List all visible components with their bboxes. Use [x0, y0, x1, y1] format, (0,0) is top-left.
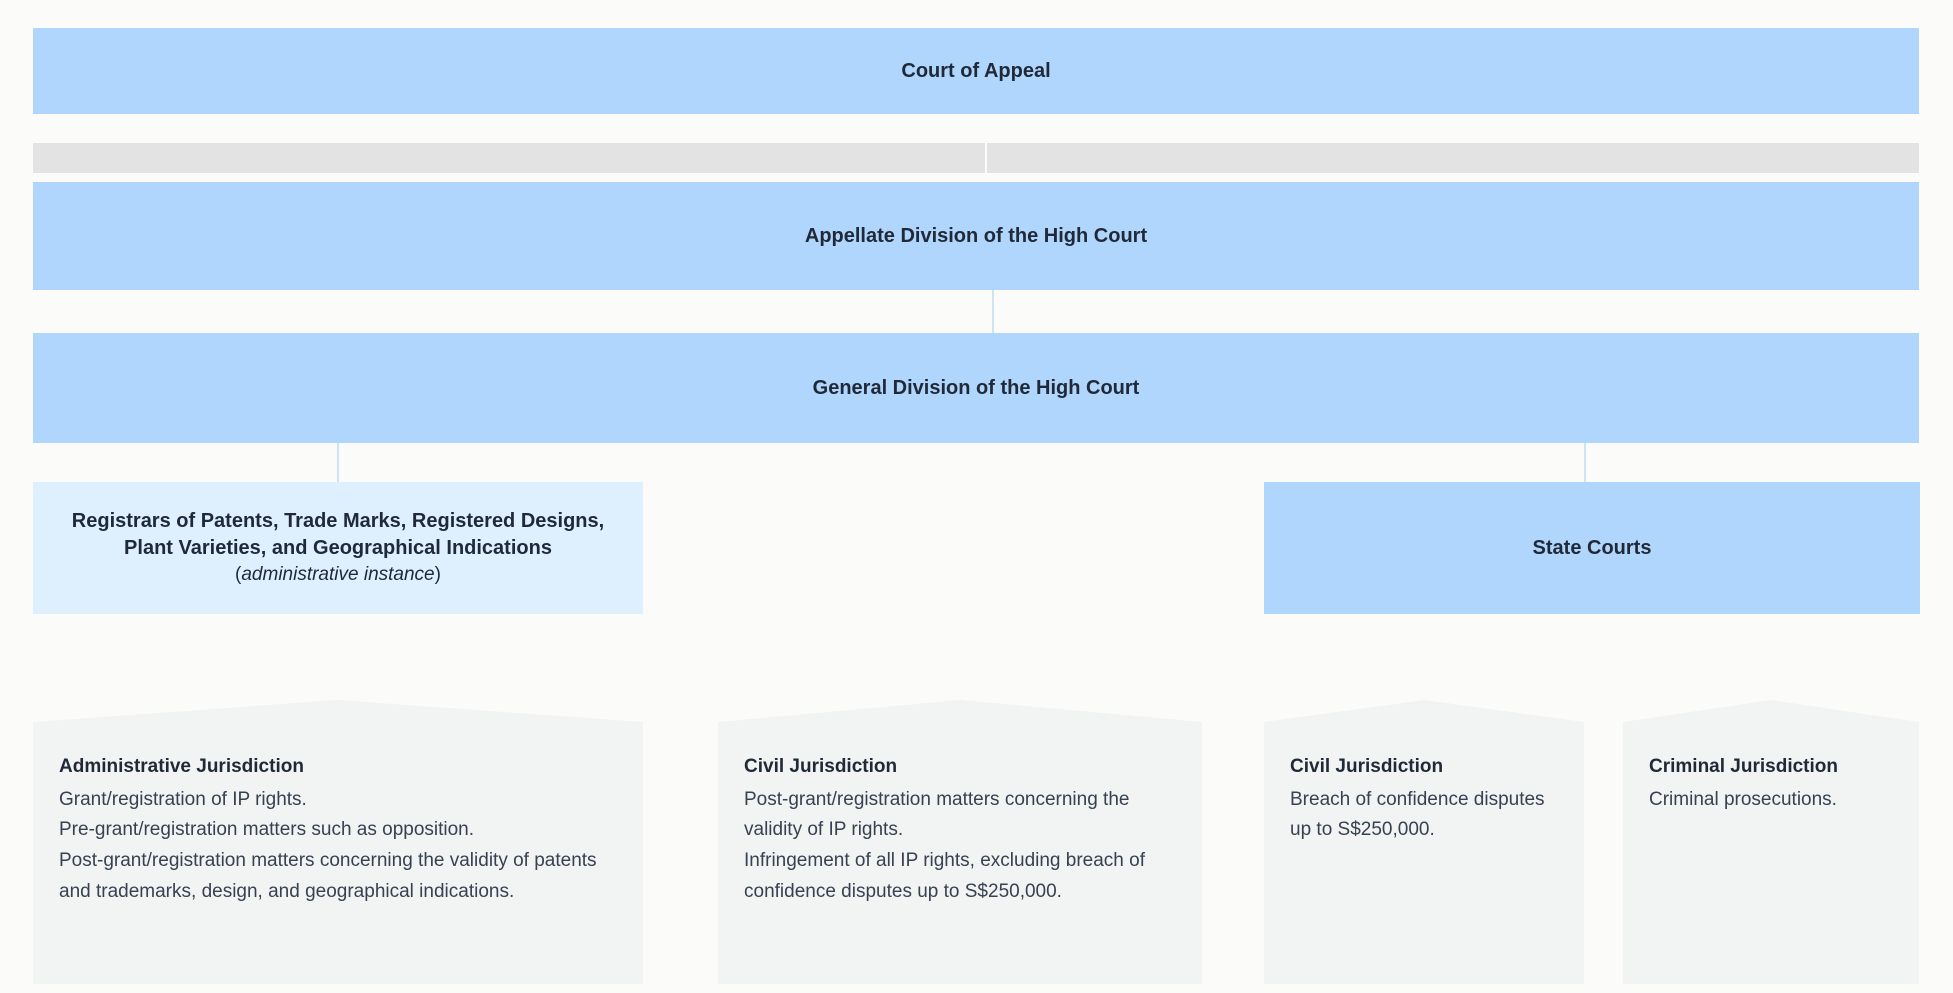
court-label-court-of-appeal: Court of Appeal	[901, 59, 1051, 82]
court-box-state-courts	[1264, 482, 1920, 614]
court-box-court-of-appeal	[33, 28, 1919, 114]
jurisdiction-card-civil-high-court	[718, 700, 1202, 984]
connector-appellate-to-general	[992, 290, 994, 333]
jurisdiction-line: Post-grant/registration matters concerning the validity of IP rights.	[744, 788, 1130, 841]
connector-general-to-registrars	[337, 443, 339, 482]
registrars-paren-close: )	[434, 564, 441, 586]
registrars-paren-open: (	[235, 564, 242, 586]
jurisdiction-title: Administrative Jurisdiction	[59, 756, 304, 777]
jurisdiction-line: Grant/registration of IP rights.	[59, 788, 307, 810]
jurisdiction-card-body	[1623, 736, 1919, 984]
tent-top-shape	[33, 700, 643, 736]
court-box-appellate-division	[33, 182, 1919, 290]
jurisdiction-line: Infringement of all IP rights, excluding breach of confidence disputes up to S$250,000.	[744, 850, 1145, 902]
court-label-general-division: General Division of the High Court	[812, 376, 1140, 399]
registrars-sub-italic: administrative instance	[241, 564, 435, 586]
jurisdiction-card-body	[718, 736, 1202, 984]
court-box-registrars	[33, 482, 643, 614]
divider-band	[33, 143, 1919, 173]
court-sublabel-registrars	[235, 562, 441, 588]
jurisdiction-card-administrative	[33, 700, 643, 984]
jurisdiction-title: Civil Jurisdiction	[1290, 756, 1444, 777]
court-label-appellate-division: Appellate Division of the High Court	[804, 224, 1148, 247]
jurisdiction-title: Criminal Jurisdiction	[1649, 756, 1838, 777]
court-label-registrars: Registrars of Patents, Trade Marks, Registered Designs, Plant Varieties, and Geographical Indications	[71, 510, 605, 560]
court-box-general-division	[33, 333, 1919, 443]
jurisdiction-line: Criminal prosecutions.	[1649, 788, 1837, 810]
jurisdiction-card-civil-state-courts	[1264, 700, 1584, 984]
band-divider	[985, 143, 987, 173]
tent-top-shape	[718, 700, 1202, 736]
court-label-state-courts: State Courts	[1532, 536, 1652, 559]
tent-top-shape	[1264, 700, 1584, 736]
jurisdiction-card-body	[1264, 736, 1584, 984]
jurisdiction-line: Breach of confidence disputes up to S$250,000.	[1290, 788, 1545, 841]
jurisdiction-card-criminal	[1623, 700, 1919, 984]
jurisdiction-line: Pre-grant/registration matters such as opposition.	[59, 819, 475, 841]
connector-general-to-state-courts	[1584, 443, 1586, 482]
tent-top-shape	[1623, 700, 1919, 736]
jurisdiction-card-body	[33, 736, 643, 984]
jurisdiction-line: Post-grant/registration matters concerning the validity of patents and trademarks, design, and geographical indications.	[59, 850, 597, 902]
jurisdiction-title: Civil Jurisdiction	[744, 756, 898, 777]
